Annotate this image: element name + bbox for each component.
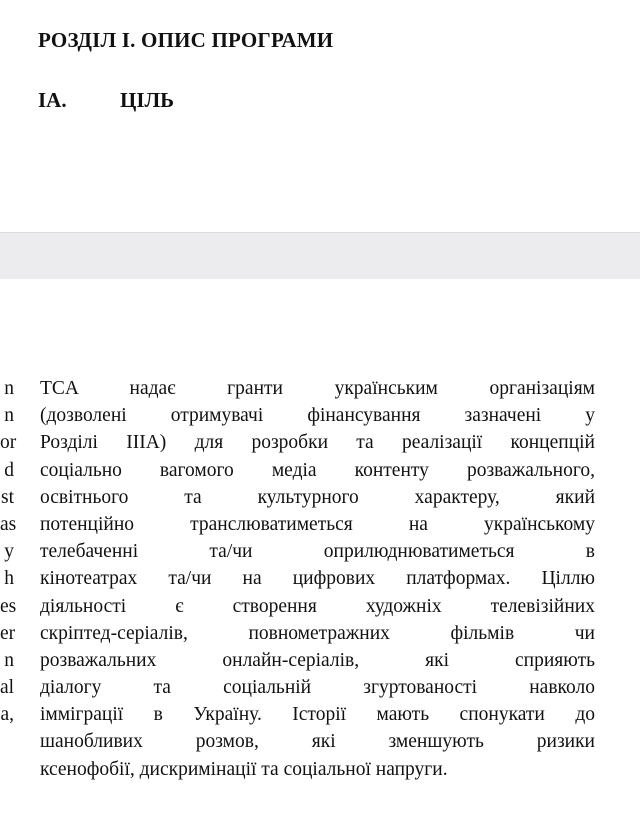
left-fragment: h [4, 568, 14, 590]
paragraph-line: діалогу та соціальній згуртованості навколо [40, 677, 595, 699]
paragraph-line: кінотеатрах та/чи на цифрових платформах. Ціллю [40, 568, 595, 590]
subsection-title: ЦІЛЬ [120, 88, 175, 112]
left-fragment: es [0, 595, 17, 617]
left-fragment: d [4, 459, 14, 481]
left-fragment: a, [0, 704, 14, 726]
section-heading: РОЗДІЛ I. ОПИС ПРОГРАМИ [38, 28, 334, 52]
left-fragment: er [0, 622, 16, 644]
page-gap [0, 232, 640, 280]
left-fragment: n [4, 405, 14, 427]
paragraph-line: діяльності є створення художніх телевізійних [40, 595, 595, 617]
left-fragment: y [4, 541, 14, 563]
left-fragment: as [0, 513, 17, 535]
paragraph-line: потенційно транслюватиметься на українському [40, 513, 595, 535]
left-fragment: or [0, 432, 17, 454]
paragraph-line: скріптед-серіалів, повнометражних фільмів чи [40, 622, 595, 644]
paragraph-line: шанобливих розмов, які зменшують ризики [40, 731, 595, 753]
paragraph-line: соціально вагомого медіа контенту розважального, [40, 459, 595, 481]
paragraph-line: імміграції в Україну. Історії мають спонукати до [40, 704, 595, 726]
paragraph-line: розважальних онлайн-серіалів, які сприяють [40, 649, 595, 671]
left-fragment: st [0, 486, 14, 508]
left-fragment: n [4, 649, 14, 671]
left-fragment: n [4, 378, 14, 399]
paragraph-line: Розділі IIIA) для розробки та реалізації концепцій [40, 432, 595, 454]
paragraph-line: телебаченні та/чи оприлюднюватиметься в [40, 541, 595, 563]
left-fragment: al [0, 677, 15, 699]
paragraph-line: TCA надає гранти українським організаціям [40, 378, 595, 399]
paragraph-line: освітнього та культурного характеру, який [40, 486, 595, 508]
paragraph-line: (дозволені отримувачі фінансування зазначені у [40, 405, 595, 427]
left-column-fragments [0, 375, 17, 728]
paragraph-line: ксенофобії, дискримінації та соціальної напруги. [40, 758, 448, 780]
subsection-number: IA. [38, 88, 67, 112]
paragraph-body [40, 375, 595, 783]
document-page-top [0, 0, 640, 232]
